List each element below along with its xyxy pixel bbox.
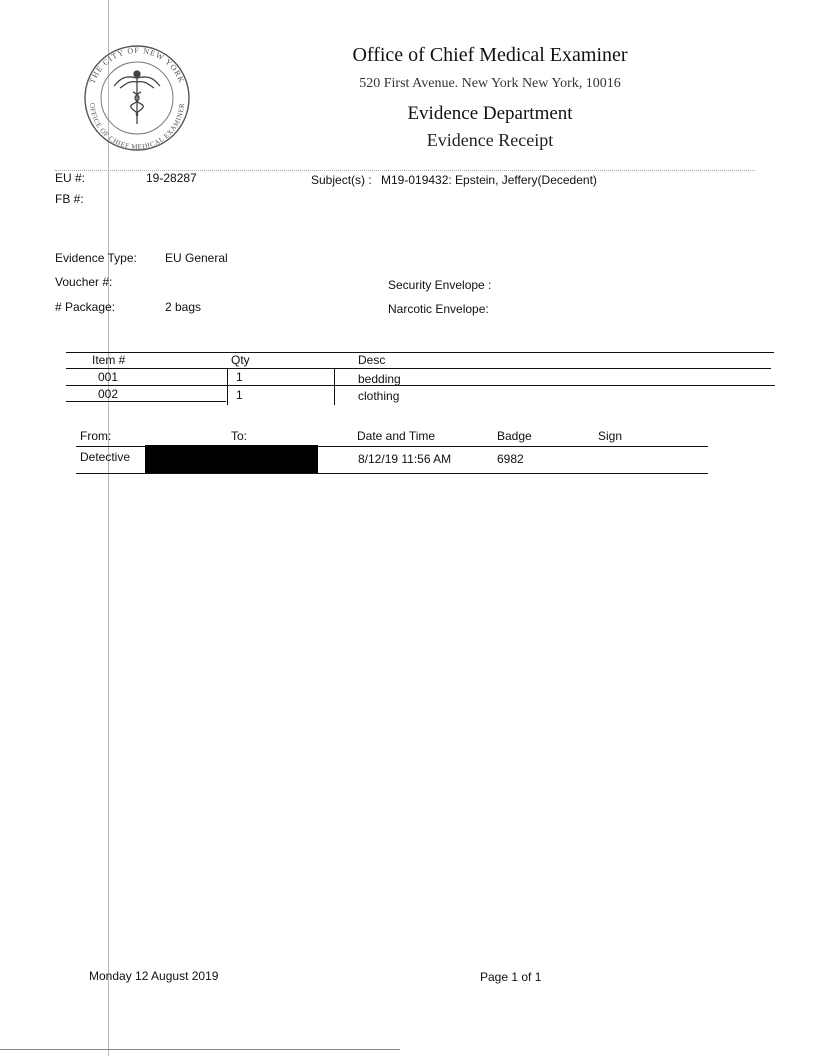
redaction-block: [145, 445, 318, 473]
seal-text-bottom: OFFICE OF CHIEF MEDICAL EXAMINER: [87, 102, 187, 152]
custody-header-datetime: Date and Time: [357, 429, 436, 443]
evidence-type-label: Evidence Type:: [55, 251, 137, 265]
document-type: Evidence Receipt: [426, 130, 554, 150]
evidence-type-value: EU General: [165, 251, 228, 265]
narcotic-envelope-label: Narcotic Envelope:: [388, 302, 489, 316]
seal-text-top: THE CITY OF NEW YORK: [87, 45, 187, 85]
desc-column-divider: [334, 368, 335, 405]
custody-header-sign: Sign: [598, 429, 623, 443]
scan-page-edge: [0, 1049, 400, 1050]
item-qty: 1: [236, 370, 243, 384]
subject-label: Subject(s) :: [311, 173, 372, 187]
package-value: 2 bags: [165, 300, 202, 314]
eu-number-value: 19-28287: [146, 171, 197, 185]
qty-column-divider: [227, 368, 228, 405]
items-row-rule: [66, 385, 775, 386]
eu-number-label: EU #:: [55, 171, 86, 185]
item-number: 001: [98, 370, 119, 384]
department-name: Evidence Department: [407, 103, 573, 124]
custody-badge: 6982: [497, 452, 524, 466]
fb-number-label: FB #:: [55, 192, 84, 206]
custody-header-to: To:: [231, 429, 248, 443]
office-address: 520 First Avenue. New York New York, 10016: [359, 76, 621, 91]
items-table-top-rule: [66, 352, 774, 353]
item-number: 002: [98, 387, 119, 401]
custody-header-badge: Badge: [497, 429, 532, 443]
custody-from: Detective: [80, 450, 131, 464]
security-envelope-label: Security Envelope :: [388, 278, 492, 292]
items-header-desc: Desc: [358, 353, 386, 367]
footer-date: Monday 12 August 2019: [89, 969, 219, 983]
footer-page-number: Page 1 of 1: [480, 970, 542, 984]
package-label: # Package:: [55, 300, 116, 314]
item-desc: clothing: [358, 389, 400, 403]
caduceus-icon: [114, 71, 160, 124]
custody-datetime: 8/12/19 11:56 AM: [358, 452, 452, 466]
custody-header-from: From:: [80, 429, 112, 443]
item-desc: bedding: [358, 372, 401, 386]
items-bottom-rule: [66, 401, 226, 402]
ocme-seal-logo: [78, 44, 196, 152]
custody-bottom-rule: [76, 473, 708, 474]
items-header-item: Item #: [92, 353, 126, 367]
scan-punch-line: [108, 0, 109, 1056]
item-qty: 1: [236, 388, 243, 402]
office-title: Office of Chief Medical Examiner: [352, 44, 628, 66]
voucher-label: Voucher #:: [55, 275, 113, 289]
subject-value: M19-019432: Epstein, Jeffery(Decedent): [381, 173, 597, 187]
items-header-qty: Qty: [231, 353, 250, 367]
items-header-rule: [66, 368, 771, 369]
